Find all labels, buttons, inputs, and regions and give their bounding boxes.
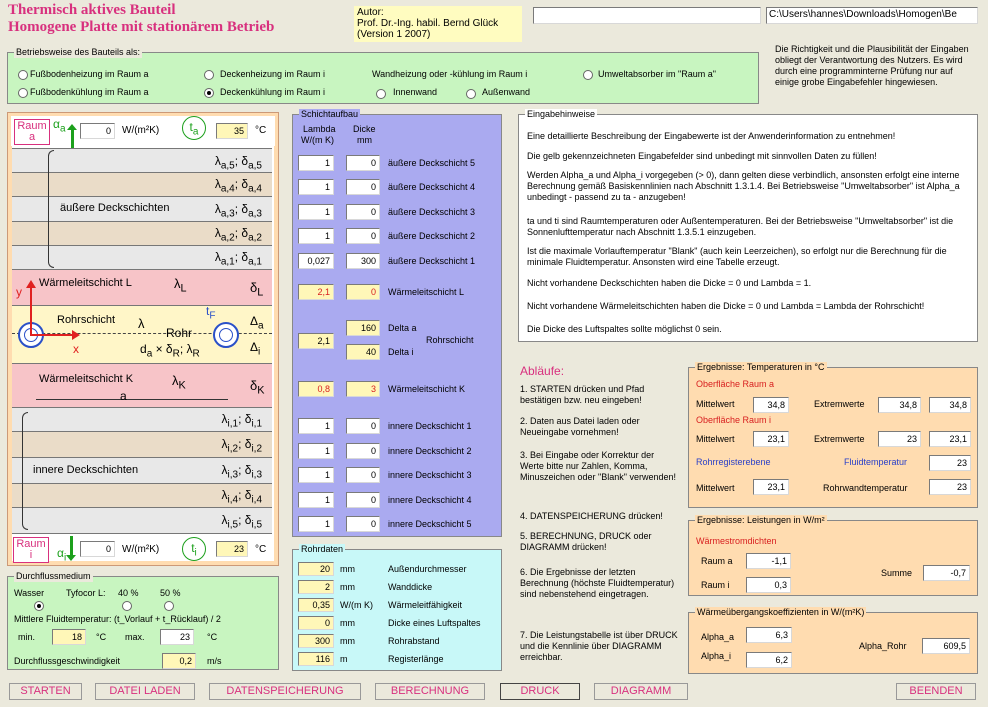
schicht-col-dicke-unit: mm: [357, 135, 372, 145]
radio-fussbodenkuehlung[interactable]: [18, 88, 28, 98]
mode-panel: [7, 47, 759, 104]
raum-i-label: Raum i: [16, 538, 46, 561]
inner-layer-1: [12, 408, 272, 432]
ablaeufe-title: Abläufe:: [520, 364, 565, 378]
rohr-value-2[interactable]: 0,35: [298, 598, 334, 612]
rohr-unit-5: m: [340, 654, 348, 664]
i-ext2-value: 23,1: [929, 431, 971, 447]
inner-brace: [22, 412, 28, 530]
delta-i2-sub: i,2: [251, 443, 262, 455]
outer-layers-label: äußere Deckschichten: [60, 202, 170, 214]
outer-layer-3-dicke-input[interactable]: 0: [346, 204, 380, 220]
lambda-K-sym: λ: [172, 373, 179, 388]
option-deckenheizung: Deckenheizung im Raum i: [220, 69, 326, 79]
inner-layer-5-label: innere Deckschicht 5: [388, 519, 472, 529]
layer-K-dicke-input[interactable]: 3: [346, 381, 380, 397]
title-line-2: Homogene Platte mit stationärem Betrieb: [8, 19, 275, 35]
i-ext1-value: 23: [878, 431, 921, 447]
schicht-col-lambda: Lambda: [303, 124, 336, 134]
pipe-right-inner: [219, 328, 233, 342]
inner-layer-1-label: innere Deckschicht 1: [388, 421, 472, 431]
option-deckenkuehlung: Deckenkühlung im Raum i: [220, 87, 326, 97]
radio-deckenkuehlung[interactable]: [204, 88, 214, 98]
step-6: 6. Die Ergebnisse der letzten Berechnung (höchste Fluidtemperatur) sind nebenstehend eingetragen.: [520, 567, 675, 599]
alpha-i-result: 6,2: [746, 652, 792, 668]
lambda-a1: $\lambda_{a,1}$; $\delta_{a,1}$: [214, 250, 262, 268]
t-i-unit: °C: [255, 544, 267, 555]
radio-wasser[interactable]: [34, 601, 44, 611]
delta-a-input[interactable]: 160: [346, 320, 380, 336]
rohr-label-5: Registerlänge: [388, 654, 444, 664]
lambda-a5: $\lambda_{a,5}$; $\delta_{a,5}$: [214, 154, 262, 172]
dimension-a-label: a: [120, 389, 127, 403]
p50-label: 50 %: [160, 588, 181, 598]
lambda-a3: $\lambda_{a,3}$; $\delta_{a,3}$: [214, 202, 262, 220]
rohr-label: Rohr: [166, 326, 193, 340]
pf-rest-sub: R: [172, 348, 180, 360]
layer-K-lambda-input[interactable]: 0,8: [298, 381, 334, 397]
lambda-L-sym: λ: [174, 276, 181, 291]
t-a-input[interactable]: 35: [216, 123, 248, 139]
lambda-i5: $\lambda_{i,5}$; $\delta_{i,5}$: [221, 513, 262, 531]
lambda-i1-sub: i,1: [227, 418, 239, 430]
step-7: 7. Die Leistungstabelle ist über DRUCK und die Kennlinie über DIAGRAMM erreichbar.: [520, 630, 678, 662]
lambda-a4: $\lambda_{a,4}$; $\delta_{a,4}$: [214, 177, 262, 195]
min-label: min.: [18, 632, 36, 642]
step-1: 1. STARTEN drücken und Pfad bestätigen bzw. neu eingeben!: [520, 384, 645, 405]
delta-i-sym: [250, 340, 260, 357]
dimension-a: [36, 399, 228, 400]
lambda-a2-sub: a,2: [220, 232, 235, 244]
delta-a3-sub: a,3: [248, 208, 262, 220]
delta-K-sub: K: [257, 384, 265, 397]
p40-label: 40 %: [118, 588, 139, 598]
rohr-value-0[interactable]: 20: [298, 562, 334, 576]
y-label: y: [16, 285, 22, 299]
alpha-a-input[interactable]: 0: [80, 123, 115, 139]
radio-tyfocor-40[interactable]: [122, 601, 132, 611]
radio-umweltabsorber[interactable]: [583, 70, 593, 80]
rohr-value-5[interactable]: 116: [298, 652, 334, 666]
da-sym: Δ: [250, 314, 259, 328]
lambda-i5-sub: i,5: [227, 519, 239, 531]
hinweis-1: Eine detaillierte Beschreibung der Eingabewerte ist der Anwenderinformation zu entnehmen!: [527, 131, 896, 141]
delta-L-sub: L: [257, 286, 264, 299]
y-axis: [30, 286, 32, 336]
inner-layer-4-dicke-input[interactable]: 0: [346, 492, 380, 508]
fluidtemp-range-label: Mittlere Fluidtemperatur: (t_Vorlauf + t_Rücklauf) / 2: [14, 614, 221, 624]
raum-a-box: [14, 119, 50, 145]
outer-layer-4-label: äußere Deckschicht 4: [388, 182, 476, 192]
option-umweltabsorber: Umweltabsorber im "Raum a": [598, 69, 716, 79]
summe-label: Summe: [881, 568, 913, 578]
datenspeicherung-button[interactable]: DATENSPEICHERUNG: [209, 683, 361, 700]
pipe-layer-label: Rohrschicht: [57, 314, 116, 326]
fluid-value: 23: [929, 455, 971, 471]
tf-label: [206, 304, 215, 321]
alpha-i-arrow: [70, 536, 73, 556]
lambda-rohr: λ: [138, 316, 145, 331]
leistung-raum-i-label: Raum i: [701, 580, 730, 590]
app-title: [8, 2, 274, 36]
wasser-label: Wasser: [14, 588, 45, 598]
option-wandheizung: Wandheizung oder -kühlung im Raum i: [372, 69, 528, 79]
a-mittelwert-label: Mittelwert: [696, 399, 735, 409]
pf-lam: ; λ: [179, 342, 193, 356]
alpha-i-symbol: $\alpha_i$: [57, 546, 67, 564]
delta-a2-sub: a,2: [248, 232, 262, 244]
radio-innenwand[interactable]: [376, 89, 386, 99]
raum-a-label: Raum a: [17, 120, 47, 143]
a-ext1-value: 34,8: [878, 397, 921, 413]
inner-layer-2-label: innere Deckschicht 2: [388, 446, 472, 456]
surf-a-label: Oberfläche Raum a: [696, 379, 775, 389]
x-axis: [31, 334, 73, 336]
layer-L-dicke-input[interactable]: 0: [346, 284, 380, 300]
delta-a1-sub: a,1: [248, 256, 262, 268]
waerme-legend: Wärmeübergangskoeffizienten in W/(m²K): [697, 607, 865, 617]
i-mittelwert-label: Mittelwert: [696, 434, 735, 444]
outer-layer-5-lambda-input[interactable]: 1: [298, 155, 334, 171]
alpha-i-arrowhead: [66, 555, 76, 561]
layer-K-label: Wärmeleitschicht K: [388, 384, 466, 394]
lambda-a4-sub: a,4: [220, 183, 235, 195]
lambda-a2: $\lambda_{a,2}$; $\delta_{a,2}$: [214, 226, 262, 244]
outer-layer-1-lambda-input[interactable]: 0,027: [298, 253, 334, 269]
rohr-unit-1: mm: [340, 582, 355, 592]
tf-sub: F: [209, 310, 216, 322]
layer-L: [12, 270, 272, 306]
hinweis-7: Nicht vorhandene Wärmeleitschichten haben die Dicke = 0 und Lambda = Lambda der Rohrschicht!: [527, 301, 925, 311]
outer-layer-2-dicke-input[interactable]: 0: [346, 228, 380, 244]
path-input[interactable]: C:\Users\hannes\Downloads\Homogen\Be: [766, 7, 978, 24]
delta-i-input[interactable]: 40: [346, 344, 380, 360]
step-2: 2. Daten aus Datei laden oder Neueingabe vornehmen!: [520, 416, 640, 437]
raum-i-leistung-value: 0,3: [746, 577, 791, 593]
delta-L: [250, 280, 263, 299]
outer-layer-1-dicke-input[interactable]: 300: [346, 253, 380, 269]
durchfluss-panel: [7, 571, 279, 670]
outer-layer-5-dicke-input[interactable]: 0: [346, 155, 380, 171]
durchfluss-legend: Durchflussmedium: [16, 571, 91, 581]
t-a-unit: °C: [255, 125, 267, 136]
lambda-i4-sub: i,4: [227, 494, 239, 506]
max-label: max.: [125, 632, 145, 642]
hinweise-panel: [518, 109, 978, 342]
min-unit: °C: [96, 632, 107, 642]
rohrschicht-label: Rohrschicht: [426, 335, 474, 345]
lambda-a5-sub: a,5: [220, 160, 235, 172]
delta-a-label: Delta a: [388, 323, 417, 333]
lambda-K-sub: K: [178, 379, 186, 392]
outer-layer-3-lambda-input[interactable]: 1: [298, 204, 334, 220]
layer-L-label: Wärmeleitschicht L: [39, 277, 132, 289]
i-mean-value: 23,1: [753, 431, 789, 447]
rohr-label-4: Rohrabstand: [388, 636, 440, 646]
lambda-K: [172, 373, 186, 392]
delta-L-sym: δ: [250, 280, 258, 295]
max-temp-input[interactable]: 23: [160, 629, 194, 645]
author-label: Autor:: [357, 7, 384, 18]
delta-i3-sub: i,3: [251, 469, 262, 481]
schicht-col-lambda-unit: W/(m K): [301, 135, 334, 145]
delta-K-sym: δ: [250, 378, 258, 393]
step-5: 5. BERECHNUNG, DRUCK oder DIAGRAMM drücken!: [520, 531, 652, 552]
speed-label: Durchflussgeschwindigkeit: [14, 656, 121, 666]
pipe-right: [213, 322, 239, 348]
waermestrom-label: Wärmestromdichten: [696, 536, 777, 546]
waerme-alpha-i-label: Alpha_i: [701, 651, 732, 661]
layer-K-label: Wärmeleitschicht K: [39, 373, 134, 385]
speed-input[interactable]: 0,2: [162, 653, 196, 669]
pf-rest: × δ: [155, 342, 173, 356]
delta-a5-sub: a,5: [248, 160, 262, 172]
waerme-alpha-rohr-label: Alpha_Rohr: [859, 641, 907, 651]
rohrschicht-lambda-input[interactable]: 2,1: [298, 333, 334, 349]
hinweis-2: Die gelb gekennzeichneten Eingabefelder sind unbedingt mit sinnvollen Daten zu füllen!: [527, 151, 877, 161]
a-ext2-value: 34,8: [929, 397, 971, 413]
radio-aussenwand[interactable]: [466, 89, 476, 99]
lambda-i1: $\lambda_{i,1}$; $\delta_{i,1}$: [221, 412, 262, 430]
delta-i1-sub: i,1: [251, 418, 262, 430]
delta-K: [250, 378, 264, 397]
outer-layer-2-label: äußere Deckschicht 2: [388, 231, 476, 241]
r-mean-value: 23,1: [753, 479, 789, 495]
raum-a-leistung-value: -1,1: [746, 553, 791, 569]
inner-layer-4-lambda-input[interactable]: 1: [298, 492, 334, 508]
a-extremwerte-label: Extremwerte: [814, 399, 865, 409]
lambda-i2: $\lambda_{i,2}$; $\delta_{i,2}$: [221, 437, 262, 455]
tf-sym: t: [206, 304, 210, 318]
lambda-i2-sub: i,2: [227, 443, 239, 455]
hinweis-6: Nicht vorhandene Deckschichten haben die Dicke = 0 und Lambda = 1.: [527, 278, 812, 288]
lambda-i4: $\lambda_{i,4}$; $\delta_{i,4}$: [221, 488, 262, 506]
option-innenwand: Innenwand: [393, 87, 438, 97]
name-input[interactable]: [533, 7, 761, 24]
lambda-L-sub: L: [180, 282, 187, 295]
pipe-formula: [140, 342, 200, 359]
rohr-unit-3: mm: [340, 618, 355, 628]
waerme-alpha-a-label: Alpha_a: [701, 632, 735, 642]
author-name: Prof. Dr.-Ing. habil. Bernd Glück: [357, 18, 499, 29]
rohrregister-label: Rohrregisterebene: [696, 457, 771, 467]
alpha-a-arrow: [71, 128, 74, 148]
druck-button[interactable]: DRUCK: [500, 683, 580, 700]
alpha-a-symbol: [53, 117, 66, 134]
outer-layer-1-label: äußere Deckschicht 1: [388, 256, 476, 266]
lambda-a1-sub: a,1: [220, 256, 235, 268]
alpha-a-result: 6,3: [746, 627, 792, 643]
inner-layer-2: [12, 432, 272, 458]
hinweis-5: Ist die maximale Vorlauftemperatur "Blank" (auch kein Leerzeichen), so erfolgt nur die Berechnung für die minimale Fluidtemperatur. Ansonsten wird eine Tabelle erzeugt.: [527, 246, 947, 267]
da-sub: a: [258, 320, 264, 332]
alpha-i-unit: W/(m²K): [122, 544, 160, 555]
outer-layer-2-lambda-input[interactable]: 1: [298, 228, 334, 244]
t-i-input[interactable]: 23: [216, 541, 248, 557]
alpha-a-arrowhead: [67, 124, 77, 130]
lambda-L: [174, 276, 187, 295]
surf-i-label: Oberfläche Raum i: [696, 415, 772, 425]
delta-i5-sub: i,5: [251, 519, 262, 531]
x-label: x: [73, 342, 79, 356]
lambda-a3-sub: a,3: [220, 208, 235, 220]
inner-layer-5-lambda-input[interactable]: 1: [298, 516, 334, 532]
radio-deckenheizung[interactable]: [204, 70, 214, 80]
t-i-circle: $t_i$: [182, 537, 206, 561]
rohr-unit-0: mm: [340, 564, 355, 574]
schicht-legend: Schichtaufbau: [301, 109, 359, 119]
radio-fussbodenheizung[interactable]: [18, 70, 28, 80]
layer-K: [12, 364, 272, 408]
inner-layer-4: [12, 484, 272, 508]
rohr-value-1[interactable]: 2: [298, 580, 334, 594]
lambda-i3: $\lambda_{i,3}$; $\delta_{i,3}$: [221, 463, 262, 481]
x-axis-arrowhead: [72, 330, 80, 340]
delta-i4-sub: i,4: [251, 494, 262, 506]
rohrwand-value: 23: [929, 479, 971, 495]
delta-i-label: Delta i: [388, 347, 414, 357]
y-axis-arrowhead: [26, 280, 36, 288]
pf-d-sub: a: [146, 348, 153, 360]
outer-layer-3-label: äußere Deckschicht 3: [388, 207, 476, 217]
step-3: 3. Bei Eingabe oder Korrektur der Werte bitte nur Zahlen, Komma, Minuszeichen oder "Blank" verwenden!: [520, 450, 676, 482]
inner-layer-2-dicke-input[interactable]: 0: [346, 443, 380, 459]
option-aussenwand: Außenwand: [482, 87, 531, 97]
inner-layer-5: [12, 508, 272, 534]
min-temp-input[interactable]: 18: [52, 629, 86, 645]
t-a-sym: t: [189, 120, 193, 134]
outer-brace: [48, 150, 54, 268]
option-fussbodenkuehlung: Fußbodenkühlung im Raum a: [30, 87, 149, 97]
rohr-unit-2: W/(m K): [340, 600, 373, 610]
outer-layer-5-label: äußere Deckschicht 5: [388, 158, 476, 168]
leistung-panel: [688, 515, 978, 596]
rohr-label-1: Wanddicke: [388, 582, 433, 592]
hinweise-legend: Eingabehinweise: [527, 109, 596, 119]
berechnung-button[interactable]: BERECHNUNG: [375, 683, 485, 700]
title-line-1: Thermisch aktives Bauteil: [8, 2, 176, 18]
diagramm-button[interactable]: DIAGRAMM: [594, 683, 688, 700]
inner-layer-4-label: innere Deckschicht 4: [388, 495, 472, 505]
alpha-a-sub: a: [59, 123, 66, 135]
delta-a-sym: [250, 314, 264, 331]
di-sym: Δ: [250, 340, 259, 354]
starten-button[interactable]: STARTEN: [9, 683, 82, 700]
mode-legend: Betriebsweise des Bauteils als:: [16, 47, 141, 57]
inner-layer-1-lambda-input[interactable]: 1: [298, 418, 334, 434]
a-mean-value: 34,8: [753, 397, 789, 413]
leistung-legend: Ergebnisse: Leistungen in W/m²: [697, 515, 825, 525]
summe-value: -0,7: [923, 565, 970, 581]
rohr-unit-4: mm: [340, 636, 355, 646]
layer-L-lambda-input[interactable]: 2,1: [298, 284, 334, 300]
i-extremwerte-label: Extremwerte: [814, 434, 865, 444]
lambda-i3-sub: i,3: [227, 469, 239, 481]
pf-d: d: [140, 342, 147, 356]
raum-i-box: [13, 537, 49, 563]
max-unit: °C: [207, 632, 218, 642]
rohr-label-3: Dicke eines Luftspaltes: [388, 618, 481, 628]
radio-tyfocor-50[interactable]: [164, 601, 174, 611]
rohrdaten-legend: Rohrdaten: [301, 544, 344, 554]
t-a-sub: a: [192, 126, 199, 138]
layer-L-label: Wärmeleitschicht L: [388, 287, 465, 297]
delta-a4-sub: a,4: [248, 183, 262, 195]
disclaimer: Die Richtigkeit und die Plausibilität der Eingaben obliegt der Verantwortung des Nutzers. Es wird durch eine programminterne Prüfung nur auf einige grobe Eingabefehler hingewiesen.: [775, 44, 969, 87]
temps-legend: Ergebnisse: Temperaturen in °C: [697, 362, 825, 372]
inner-layer-2-lambda-input[interactable]: 1: [298, 443, 334, 459]
outer-layer-4-dicke-input[interactable]: 0: [346, 179, 380, 195]
option-fussbodenheizung: Fußbodenheizung im Raum a: [30, 69, 149, 79]
rohrwand-label: Rohrwandtemperatur: [823, 483, 908, 493]
hinweis-4: ta und ti sind Raumtemperaturen oder Außentemperaturen. Bei der Betriebsweise "Umweltabsorber" ist die Sonnenlufttemperatur nach Abschnitt 1.3.5.1 einzugeben.: [527, 216, 954, 237]
r-mittelwert-label: Mittelwert: [696, 483, 735, 493]
rohr-value-4[interactable]: 300: [298, 634, 334, 648]
inner-layer-3-label: innere Deckschicht 3: [388, 470, 472, 480]
tyfocor-label: Tyfocor L:: [66, 588, 106, 598]
hinweis-3: Werden Alpha_a und Alpha_i vorgegeben (> 0), dann gelten diese verbindlich, ansonsten erfolgt eine interne Berechnung gemäß Basiskennlinien nach Abschnitt 1.3.1.4. Bei Betriebsweise "Umweltabsorber" ist Alpha_a unbedingt - passend zu ta - anzugeben!: [527, 170, 960, 202]
rohr-value-3[interactable]: 0: [298, 616, 334, 630]
di-sub: i: [258, 346, 261, 358]
inner-layer-1-dicke-input[interactable]: 0: [346, 418, 380, 434]
outer-layer-4-lambda-input[interactable]: 1: [298, 179, 334, 195]
alpha-a-unit: W/(m²K): [122, 125, 160, 136]
inner-layers-label: innere Deckschichten: [33, 464, 139, 476]
inner-layer-3-lambda-input[interactable]: 1: [298, 467, 334, 483]
inner-layer-3-dicke-input[interactable]: 0: [346, 467, 380, 483]
author-version: (Version 1 2007): [357, 29, 431, 40]
alpha-rohr-result: 609,5: [922, 638, 970, 654]
pf-lam-sub: R: [192, 348, 200, 360]
step-4: 4. DATENSPEICHERUNG drücken!: [520, 511, 663, 521]
hinweis-8: Die Dicke des Luftspaltes sollte möglichst 0 sein.: [527, 324, 722, 334]
speed-unit: m/s: [207, 656, 222, 666]
rohr-label-0: Außendurchmesser: [388, 564, 467, 574]
datei-laden-button[interactable]: DATEI LADEN: [95, 683, 195, 700]
alpha-i-input[interactable]: 0: [80, 541, 115, 557]
fluidtemp-label: Fluidtemperatur: [844, 457, 908, 467]
t-a-circle: [182, 116, 206, 140]
rohr-label-2: Wärmeleitfähigkeit: [388, 600, 463, 610]
author-box: [354, 6, 522, 42]
inner-layer-5-dicke-input[interactable]: 0: [346, 516, 380, 532]
alpha-a-sym: α: [53, 117, 60, 131]
leistung-raum-a-label: Raum a: [701, 556, 733, 566]
beenden-button[interactable]: BEENDEN: [896, 683, 976, 700]
schicht-col-dicke: Dicke: [353, 124, 376, 134]
